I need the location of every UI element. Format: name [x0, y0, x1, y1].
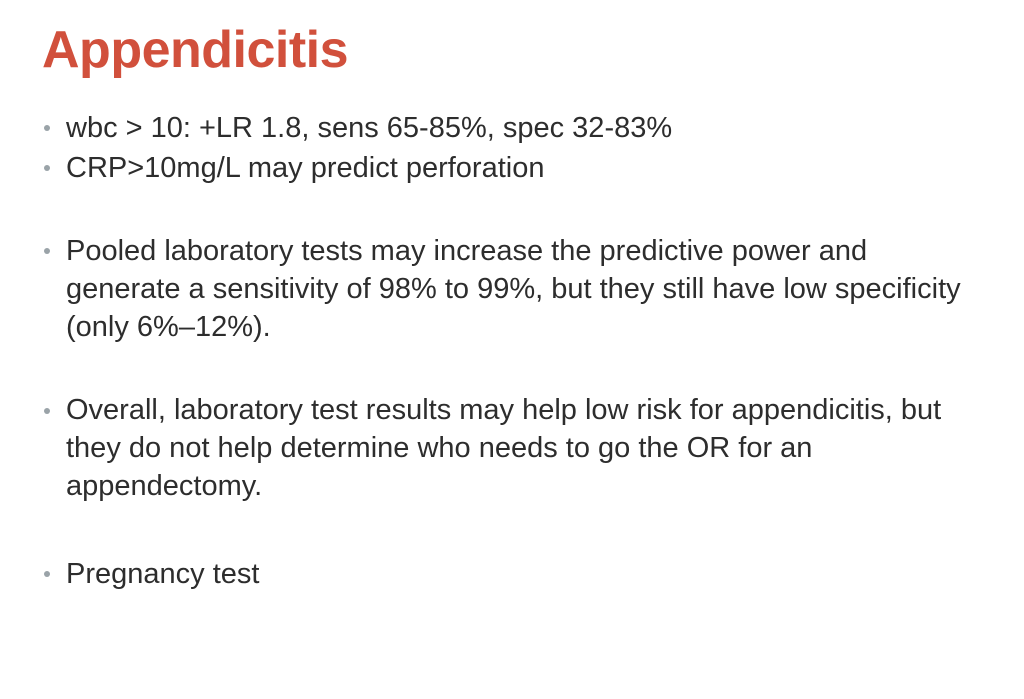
bullet-dot-icon [44, 408, 50, 414]
bullet-dot-icon [44, 125, 50, 131]
list-item [42, 150, 982, 188]
list-item-text: Pregnancy test [66, 557, 260, 590]
list-item [42, 110, 982, 148]
list-item-text: Overall, laboratory test results may help low risk for appendicitis, but they do not help determine who needs to go the OR for an appendectomy. [66, 394, 942, 502]
list-item-text: Pooled laboratory tests may increase the predictive power and generate a sensitivity of 98% to 99%, but they still have low specificity (only 6%–12%). [66, 235, 961, 343]
list-item [42, 556, 982, 594]
list-item-text: CRP>10mg/L may predict perforation [66, 151, 545, 184]
bullet-dot-icon [44, 248, 50, 254]
bullet-dot-icon [44, 571, 50, 577]
list-item-text: wbc > 10: +LR 1.8, sens 65-85%, spec 32-83% [66, 112, 673, 144]
bullet-list [42, 110, 982, 595]
bullet-dot-icon [44, 165, 50, 171]
page-title: Appendicitis [42, 21, 349, 79]
list-item [42, 233, 982, 346]
list-item [42, 392, 982, 505]
